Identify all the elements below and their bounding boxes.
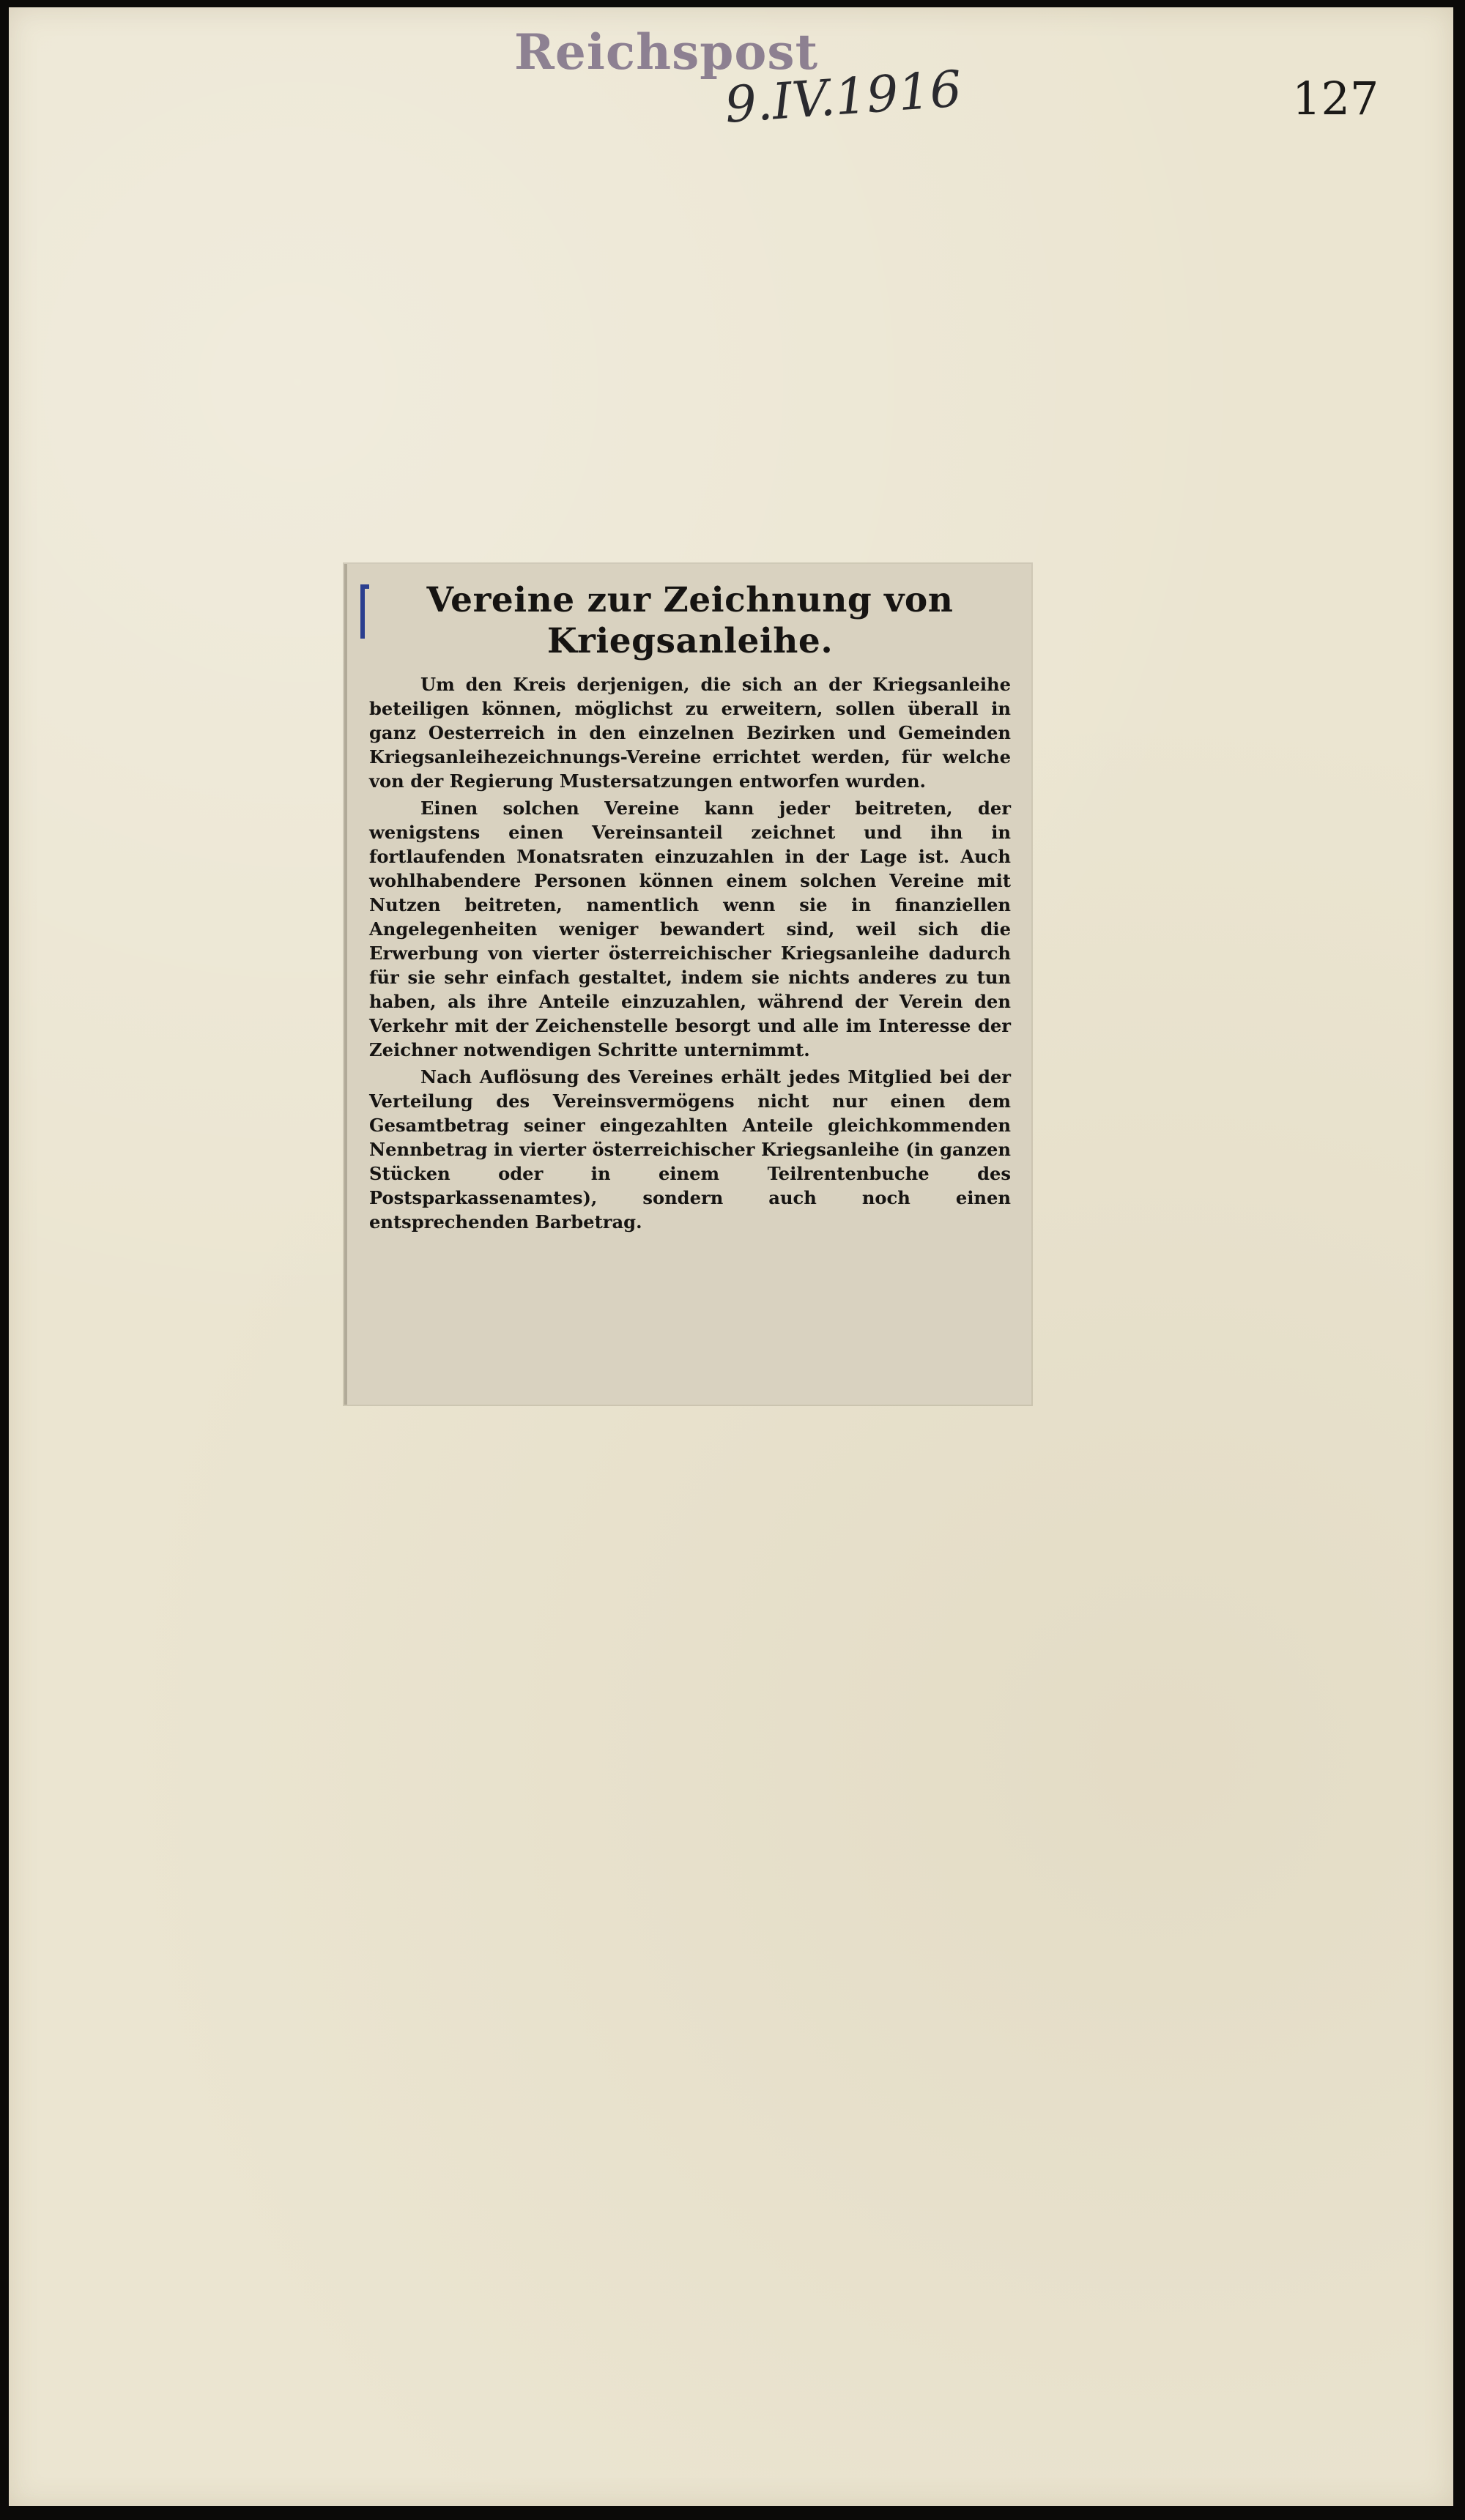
article-paragraph-2: Einen solchen Vereine kann jeder beitreten, der wenigstens einen Vereinsanteil zeichnet und ihn in fortlaufenden Monatsraten einzuzahlen in der Lage ist. Auch wohlhabendere Personen können einem solchen Vereine mit Nutzen beitreten, namentlich wenn sie in finanziellen Angelegenheiten weniger bewandert sind, weil sich die Erwerbung von vierter österreichischer Kriegsanleihe dadurch für sie sehr einfach gestaltet, indem sie nichts anderes zu tun haben, als ihre Anteile einzuzahlen, während der Verein den Verkehr mit der Zeichenstelle besorgt und alle im Interesse der Zeichner notwendigen Schritte unternimmt. — [369, 798, 1011, 1060]
page-number: 127 — [1292, 72, 1379, 125]
headline-line-2: Kriegsanleihe. — [546, 621, 834, 661]
newspaper-clipping — [344, 564, 1031, 1405]
newspaper-stamp: Reichspost — [514, 23, 819, 81]
article-paragraph-3: Nach Auflösung des Vereines erhält jedes Mitglied bei der Verteilung des Vereinsvermögens nicht nur einen dem Gesamtbetrag seiner eingezahlten Anteile gleichkommenden Nennbetrag in vierter österreichischer Kriegsanleihe (in ganzen Stücken oder in einem Teilrentenbuche des Postsparkassenamtes), sondern auch noch einen entsprechenden Barbetrag. — [369, 1066, 1011, 1233]
article-headline — [369, 580, 1011, 662]
headline-line-1: Vereine zur Zeichnung von — [426, 580, 954, 620]
archive-page — [9, 7, 1453, 2506]
pencil-bracket-mark — [360, 584, 369, 639]
article-paragraph-1: Um den Kreis derjenigen, die sich an der Kriegsanleihe beteiligen können, möglichst zu erweitern, sollen überall in ganz Oesterreich in den einzelnen Bezirken und Gemeinden Kriegsanleihezeichnungs-Vereine errichtet werden, für welche von der Regierung Mustersatzungen entworfen wurden. — [369, 674, 1011, 792]
clipping-edge — [344, 564, 347, 1405]
handwritten-date: 9.IV.1916 — [723, 60, 964, 135]
